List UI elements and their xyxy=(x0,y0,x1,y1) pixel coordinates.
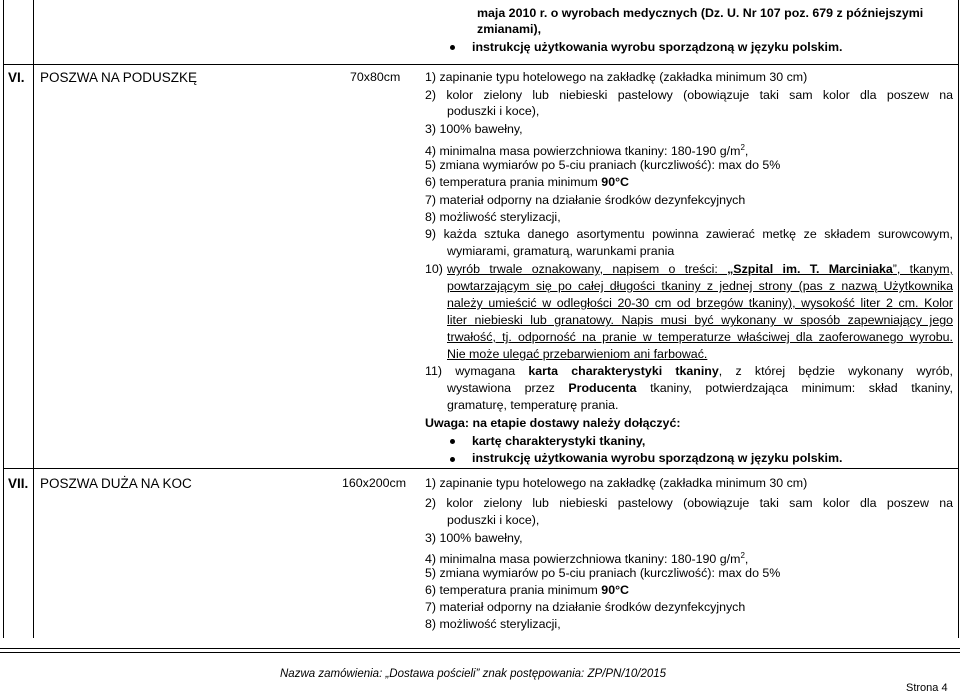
top-text-line1: maja 2010 r. o wyrobach medycznych (Dz. U. Nr 107 poz. 679 z późniejszymi xyxy=(477,6,924,20)
table-row-divider-vii xyxy=(3,468,959,469)
spec-vi-4-sup: 2 xyxy=(740,143,745,152)
spec-vi-4-end: , xyxy=(744,144,749,159)
spec-vi-7: 7) materiał odporny na działanie środków dezynfekcyjnych xyxy=(425,193,746,207)
spec-vii-6 xyxy=(425,583,629,598)
spec-vi-4-text: 4) minimalna masa powierzchniowa tkaniny: 180-190 g/m xyxy=(425,144,741,159)
table-right-border xyxy=(958,0,959,638)
spec-vi-bullet1: kartę charakterystyki tkaniny, xyxy=(472,434,646,448)
spec-vii-6-temp: 90°C xyxy=(601,583,629,597)
spec-vi-9b: wymiarami, gramaturą, warunkami prania xyxy=(447,244,675,258)
spec-vi-2a: 2) kolor zielony lub niebieski pastelowy (obowiązuje taki sam kolor dla poszew na xyxy=(425,88,953,102)
spec-vi-6-text: 6) temperatura prania minimum xyxy=(425,175,602,189)
bullet-icon xyxy=(450,439,455,444)
spec-vi-10a-end: ”, tkanym, xyxy=(892,262,954,276)
table-row-divider-vi xyxy=(3,64,959,65)
spec-vii-2a: 2) kolor zielony lub niebieski pastelowy (obowiązuje taki sam kolor dla poszew na xyxy=(425,496,953,510)
spec-vii-8: 8) możliwość sterylizacji, xyxy=(425,617,561,631)
spec-vii-6-text: 6) temperatura prania minimum xyxy=(425,583,602,597)
spec-vi-note: Uwaga: na etapie dostawy należy dołączyć: xyxy=(425,416,681,430)
table-left-border xyxy=(3,0,4,638)
spec-vi-10c: należy umieścić w odległości 20-30 cm od brzegów tkaniny), wysokość liter 2 cm. Kolor xyxy=(447,296,953,310)
spec-vi-2b: poduszki i koce), xyxy=(447,104,540,118)
spec-vi-5: 5) zmiana wymiarów po 5-ciu praniach (kurczliwość): max do 5% xyxy=(425,158,781,172)
spec-vi-4 xyxy=(425,140,748,159)
spec-vi-11b-text: wystawiona przez xyxy=(447,381,569,395)
row-number-vi: VI. xyxy=(8,70,25,85)
top-bullet-text: instrukcję użytkowania wyrobu sporządzoną w języku polskim. xyxy=(472,40,843,54)
spec-vii-1: 1) zapinanie typu hotelowego na zakładkę (zakładka minimum 30 cm) xyxy=(425,476,808,490)
table-col1-divider xyxy=(33,0,34,638)
spec-vii-2b: poduszki i koce), xyxy=(447,513,540,527)
spec-vi-10a xyxy=(447,262,953,277)
spec-vi-9a: 9) każda sztuka danego asortymentu powinna zawierać metkę ze składem surowcowym, xyxy=(425,227,953,241)
spec-vi-10d: liter niebieski lub granatowy. Napis musi być wykonany w sposób zapewniający jego xyxy=(447,313,953,327)
spec-vi-bullet2: instrukcję użytkowania wyrobu sporządzoną w języku polskim. xyxy=(472,451,843,465)
spec-vii-7: 7) materiał odporny na działanie środków dezynfekcyjnych xyxy=(425,600,746,614)
spec-vi-10-num: 10) xyxy=(425,262,443,276)
spec-vii-4-sup: 2 xyxy=(740,551,745,560)
item-size-vi: 70x80cm xyxy=(350,70,401,84)
spec-vi-11b-end: tkaniny, potwierdzająca minimum: skład tkaniny, xyxy=(636,381,953,395)
spec-vi-11a-bold: karta charakterystyki tkaniny xyxy=(528,364,719,378)
spec-vii-4 xyxy=(425,548,748,567)
row-number-vii: VII. xyxy=(8,476,29,491)
spec-vi-10f: Nie może ulegać przebarwieniom ani farbować. xyxy=(447,347,708,361)
spec-vi-11b-bold: Producenta xyxy=(568,381,637,395)
spec-vi-3: 3) 100% bawełny, xyxy=(425,122,523,136)
spec-vi-6-temp: 90°C xyxy=(601,175,629,189)
spec-vi-11c: gramaturę, temperaturę prania. xyxy=(447,398,619,412)
spec-vii-4-text: 4) minimalna masa powierzchniowa tkaniny: 180-190 g/m xyxy=(425,552,741,567)
spec-vii-4-end: , xyxy=(744,552,749,567)
item-size-vii: 160x200cm xyxy=(342,476,407,490)
footer-separator xyxy=(0,648,960,653)
spec-vi-11b xyxy=(447,381,953,396)
spec-vi-6 xyxy=(425,175,629,190)
spec-vii-5: 5) zmiana wymiarów po 5-ciu praniach (kurczliwość): max do 5% xyxy=(425,566,781,580)
bullet-icon xyxy=(450,457,455,462)
spec-vi-1: 1) zapinanie typu hotelowego na zakładkę (zakładka minimum 30 cm) xyxy=(425,70,808,84)
spec-vi-10a-hospital: „Szpital im. T. Marciniaka xyxy=(727,262,893,276)
spec-vi-10e: trwałość, tj. odporność na pranie w temperaturze właściwej dla zaoferowanego wyrobu. xyxy=(447,330,953,344)
spec-vi-8: 8) możliwość sterylizacji, xyxy=(425,210,561,224)
spec-vi-10b: powtarzającym się po całej długości tkaniny z jednej strony (pas z nazwą Użytkownika xyxy=(447,279,953,293)
footer-order-name: Nazwa zamówienia: „Dostawa pościeli” znak postępowania: ZP/PN/10/2015 xyxy=(280,668,667,680)
spec-vi-11a xyxy=(425,364,953,379)
bullet-icon xyxy=(450,45,455,50)
spec-vi-11a-end: , z której będzie wykonany wyrób, xyxy=(718,364,953,378)
spec-vi-11a-text: 11) wymagana xyxy=(425,364,529,378)
page-number: Strona 4 xyxy=(906,682,948,694)
spec-vii-3: 3) 100% bawełny, xyxy=(425,531,523,545)
item-name-vi: POSZWA NA PODUSZKĘ xyxy=(40,70,198,85)
item-name-vii: POSZWA DUŻA NA KOC xyxy=(40,476,192,491)
spec-vi-10a-text: wyrób trwale oznakowany, napisem o treści: xyxy=(447,262,728,276)
top-text-line2: zmianami), xyxy=(477,22,542,36)
